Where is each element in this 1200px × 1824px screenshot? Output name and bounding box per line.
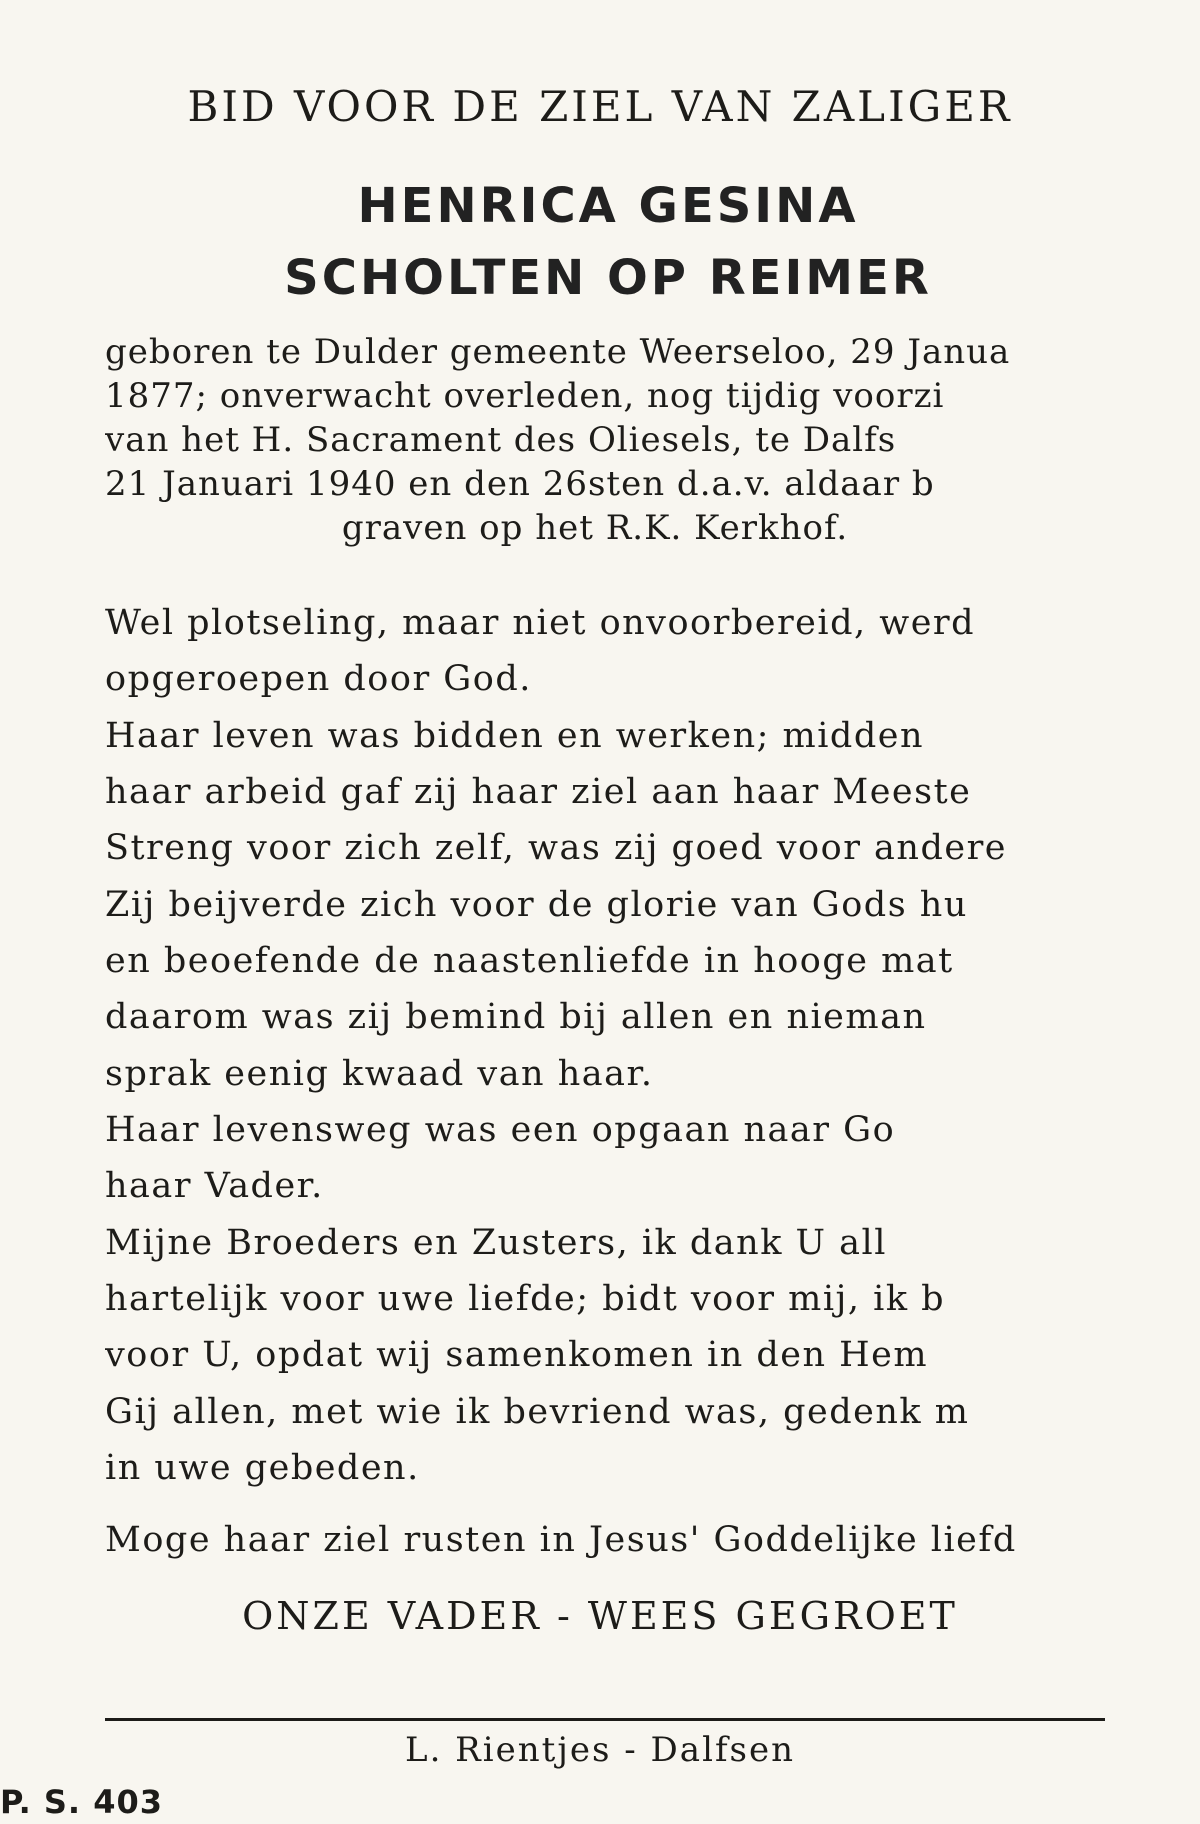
text-line: sprak eenig kwaad van haar. <box>105 1054 654 1094</box>
bio-line: geboren te Dulder gemeente Weerseloo, 29 Janua <box>105 332 1011 372</box>
bio-line: van het H. Sacrament des Oliesels, te Dalfs <box>105 420 897 460</box>
text-line: voor U, opdat wij samenkomen in den Hem <box>105 1335 929 1375</box>
intro-heading: BID VOOR DE ZIEL VAN ZALIGER <box>187 82 1013 131</box>
text-line: Gij allen, met wie ik bevriend was, gedenk m <box>105 1392 970 1432</box>
text-line: Haar leven was bidden en werken; midden <box>105 716 924 756</box>
bio-line: 21 Januari 1940 en den 26sten d.a.v. aldaar b <box>105 464 935 504</box>
closing-line: Moge haar ziel rusten in Jesus' Goddelijke liefd <box>105 1520 1017 1560</box>
text-line: in uwe gebeden. <box>105 1448 420 1488</box>
text-line: opgeroepen door God. <box>105 659 532 699</box>
divider <box>105 1718 1105 1721</box>
text-line: haar arbeid gaf zij haar ziel aan haar Meeste <box>105 772 972 812</box>
text-line: haar Vader. <box>105 1166 324 1206</box>
text-line: en beoefende de naastenliefde in hooge mat <box>105 941 954 981</box>
text-line: Zij beijverde zich voor de glorie van Gods hu <box>105 885 968 925</box>
text-line: hartelijk voor uwe liefde; bidt voor mij, ik b <box>105 1279 946 1319</box>
deceased-first-names: HENRICA GESINA <box>357 178 859 234</box>
text-line: daarom was zij bemind bij allen en nieman <box>105 997 927 1037</box>
bio-line: 1877; onverwacht overleden, nog tijdig voorzi <box>105 376 945 416</box>
prayer-line: ONZE VADER - WEES GEGROET <box>242 1594 958 1638</box>
bio-line: graven op het R.K. Kerkhof. <box>341 508 849 548</box>
deceased-surname: SCHOLTEN OP REIMER <box>284 250 932 306</box>
text-line: Wel plotseling, maar niet onvoorbereid, werd <box>105 603 976 643</box>
text-line: Mijne Broeders en Zusters, ik dank U all <box>105 1223 887 1263</box>
archive-code: P. S. 403 <box>0 1783 164 1821</box>
printer-credit: L. Rientjes - Dalfsen <box>404 1730 796 1770</box>
text-line: Haar levensweg was een opgaan naar Go <box>105 1110 896 1150</box>
text-line: Streng voor zich zelf, was zij goed voor andere <box>105 828 1008 868</box>
